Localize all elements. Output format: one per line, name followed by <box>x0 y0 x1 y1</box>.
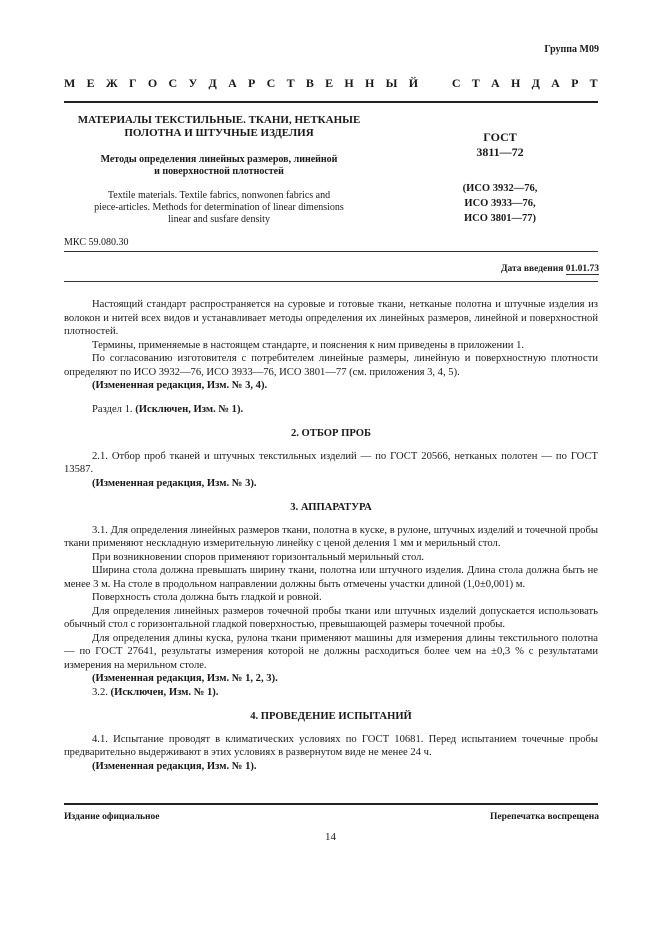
intro-date-label: Дата введения <box>500 264 564 274</box>
gost-code: 3811—72 <box>476 145 524 159</box>
standard-letter: А <box>491 76 500 90</box>
subtitle-line: и поверхностной плотностей <box>154 166 284 177</box>
paragraph: Термины, применяемые в настоящем стандарте, и пояснения к ним приведены в приложении 1. <box>92 339 525 351</box>
document-subtitle <box>64 154 374 178</box>
section-heading: 2. ОТБОР ПРОБ <box>290 428 372 439</box>
paragraph: Ширина стола должна превышать ширину ткани, полотна или штучного изделия. Длина стола должна быть не менее 3 м. На столе в продольном направлении должны быть отмечены участки длиной (1,0±0,001) м. <box>64 565 598 590</box>
group-code: Группа М09 <box>544 44 599 55</box>
section-heading: 4. ПРОВЕДЕНИЕ ИСПЫТАНИЙ <box>250 711 412 722</box>
standard-letter: А <box>551 76 560 90</box>
standard-letter: С <box>451 76 461 90</box>
standard-letter: В <box>305 76 314 90</box>
standard-letter: Р <box>571 76 579 90</box>
amendment-note: (Измененная редакция, Изм. № 3, 4). <box>92 380 268 391</box>
standard-letter: Й <box>408 76 419 90</box>
amendment-note: (Исключен, Изм. № 1). <box>135 403 244 415</box>
standard-letter: С <box>266 76 276 90</box>
paragraph: Настоящий стандарт распространяется на суровые и готовые ткани, нетканые полотна и штучные изделия из волокон и нитей всех видов и устанавливает методы определения их линейных размеров, линейной и поверхностной плотностей. <box>64 299 598 337</box>
gost-label: ГОСТ <box>483 130 517 144</box>
title-line: МАТЕРИАЛЫ ТЕКСТИЛЬНЫЕ. ТКАНИ, НЕТКАНЫЕ <box>77 114 361 126</box>
section-ref: Раздел 1. <box>92 403 133 415</box>
amendment-note: (Исключен, Изм. № 1). <box>110 686 219 698</box>
english-title-line: piece-articles. Methods for determination of linear dimensions <box>94 202 344 213</box>
amendment-note: (Измененная редакция, Изм. № 3). <box>92 477 257 489</box>
iso-ref: ИСО 3933—76, <box>464 198 536 209</box>
iso-references <box>410 181 590 226</box>
standard-letter: Н <box>344 76 354 90</box>
standard-letter: А <box>228 76 237 90</box>
standard-letter: Д <box>208 76 217 90</box>
english-title-line: Textile materials. Textile fabrics, nonwonen fabrics and <box>107 190 331 201</box>
paragraph <box>64 686 598 700</box>
paragraph: Для определения длины куска, рулона ткани применяют машины для измерения длины текстильного полотна — по ГОСТ 27641, результаты измерения которой не должны расходиться более чем на ±0,3 % с результатами измерения на мерильном столе. <box>64 632 598 671</box>
standard-letter: О <box>147 76 158 90</box>
paragraph: При возникновении споров применяют горизонтальный мерильный стол. <box>92 551 425 563</box>
mks-divider <box>64 251 598 252</box>
header-divider <box>64 101 598 103</box>
intro-date-value: 01.01.73 <box>565 264 599 274</box>
standard-letter: Т <box>589 76 598 90</box>
standard-heading <box>64 76 598 91</box>
standard-letter: Н <box>510 76 521 90</box>
english-title <box>64 190 374 226</box>
amendment-note: (Измененная редакция, Изм. № 1). <box>92 760 257 772</box>
standard-letter: М <box>64 76 76 90</box>
standard-letter: Т <box>286 76 295 90</box>
footer-divider <box>64 803 598 805</box>
paragraph: 3.1. Для определения линейных размеров ткани, полотна в куске, в рулоне, штучных изделий и точечной пробы ткани применяют нескладную измерительную линейку с ценой деления 1 мм и мерильный стол. <box>64 524 598 549</box>
standard-letter: Е <box>86 76 95 90</box>
standard-letter: Ы <box>385 76 398 90</box>
date-divider <box>64 281 598 282</box>
body-text <box>64 298 598 773</box>
mks-code: МКС 59.080.30 <box>64 237 129 248</box>
standard-letter: Р <box>248 76 256 90</box>
paragraph <box>64 403 598 417</box>
paragraph: По согласованию изготовителя с потребителем линейные размеры, линейную и поверхностную плотности определяют по ИСО 3932—76, ИСО 3933—76, ИСО 3801—77 (см. приложения 3, 4, 5). <box>64 353 598 378</box>
official-edition: Издание официальное <box>64 812 160 822</box>
standard-letter: Т <box>471 76 480 90</box>
page-number: 14 <box>325 831 336 843</box>
paragraph: Поверхность стола должна быть гладкой и ровной. <box>92 592 322 603</box>
english-title-line: linear and susfare density <box>168 214 270 225</box>
paragraph: Для определения линейных размеров точечной пробы ткани или штучных изделий допускается использовать обычный стол с горизонтальной гладкой поверхностью, превышающей размеры точечной пробы. <box>64 605 598 630</box>
intro-date <box>501 264 599 274</box>
standard-letter: Ж <box>105 76 118 90</box>
section-heading: 3. АППАРАТУРА <box>290 502 372 513</box>
standard-letter: Е <box>325 76 334 90</box>
iso-ref: (ИСО 3932—76, <box>462 183 538 194</box>
amendment-note: (Измененная редакция, Изм. № 1, 2, 3). <box>92 673 278 684</box>
paragraph: 4.1. Испытание проводят в климатических условиях по ГОСТ 10681. Перед испытанием точечные пробы предварительно выдерживают в этих условиях в развернутом виде не менее 24 ч. <box>64 733 598 758</box>
standard-letter: Г <box>129 76 137 90</box>
standard-letter: Н <box>365 76 375 90</box>
document-title <box>64 114 374 140</box>
iso-ref: ИСО 3801—77) <box>463 213 537 224</box>
gost-number <box>410 130 590 160</box>
paragraph: 2.1. Отбор проб тканей и штучных текстильных изделий — по ГОСТ 20566, нетканых полотен — по ГОСТ 13587. <box>64 450 598 475</box>
section-ref: 3.2. <box>92 686 108 698</box>
standard-letter: У <box>188 76 198 90</box>
subtitle-line: Методы определения линейных размеров, линейной <box>100 154 338 165</box>
standard-letter: Д <box>531 76 540 90</box>
standard-letter: С <box>168 76 178 90</box>
reprint-prohibited: Перепечатка воспрещена <box>489 812 599 822</box>
title-line: ПОЛОТНА И ШТУЧНЫЕ ИЗДЕЛИЯ <box>124 127 314 139</box>
